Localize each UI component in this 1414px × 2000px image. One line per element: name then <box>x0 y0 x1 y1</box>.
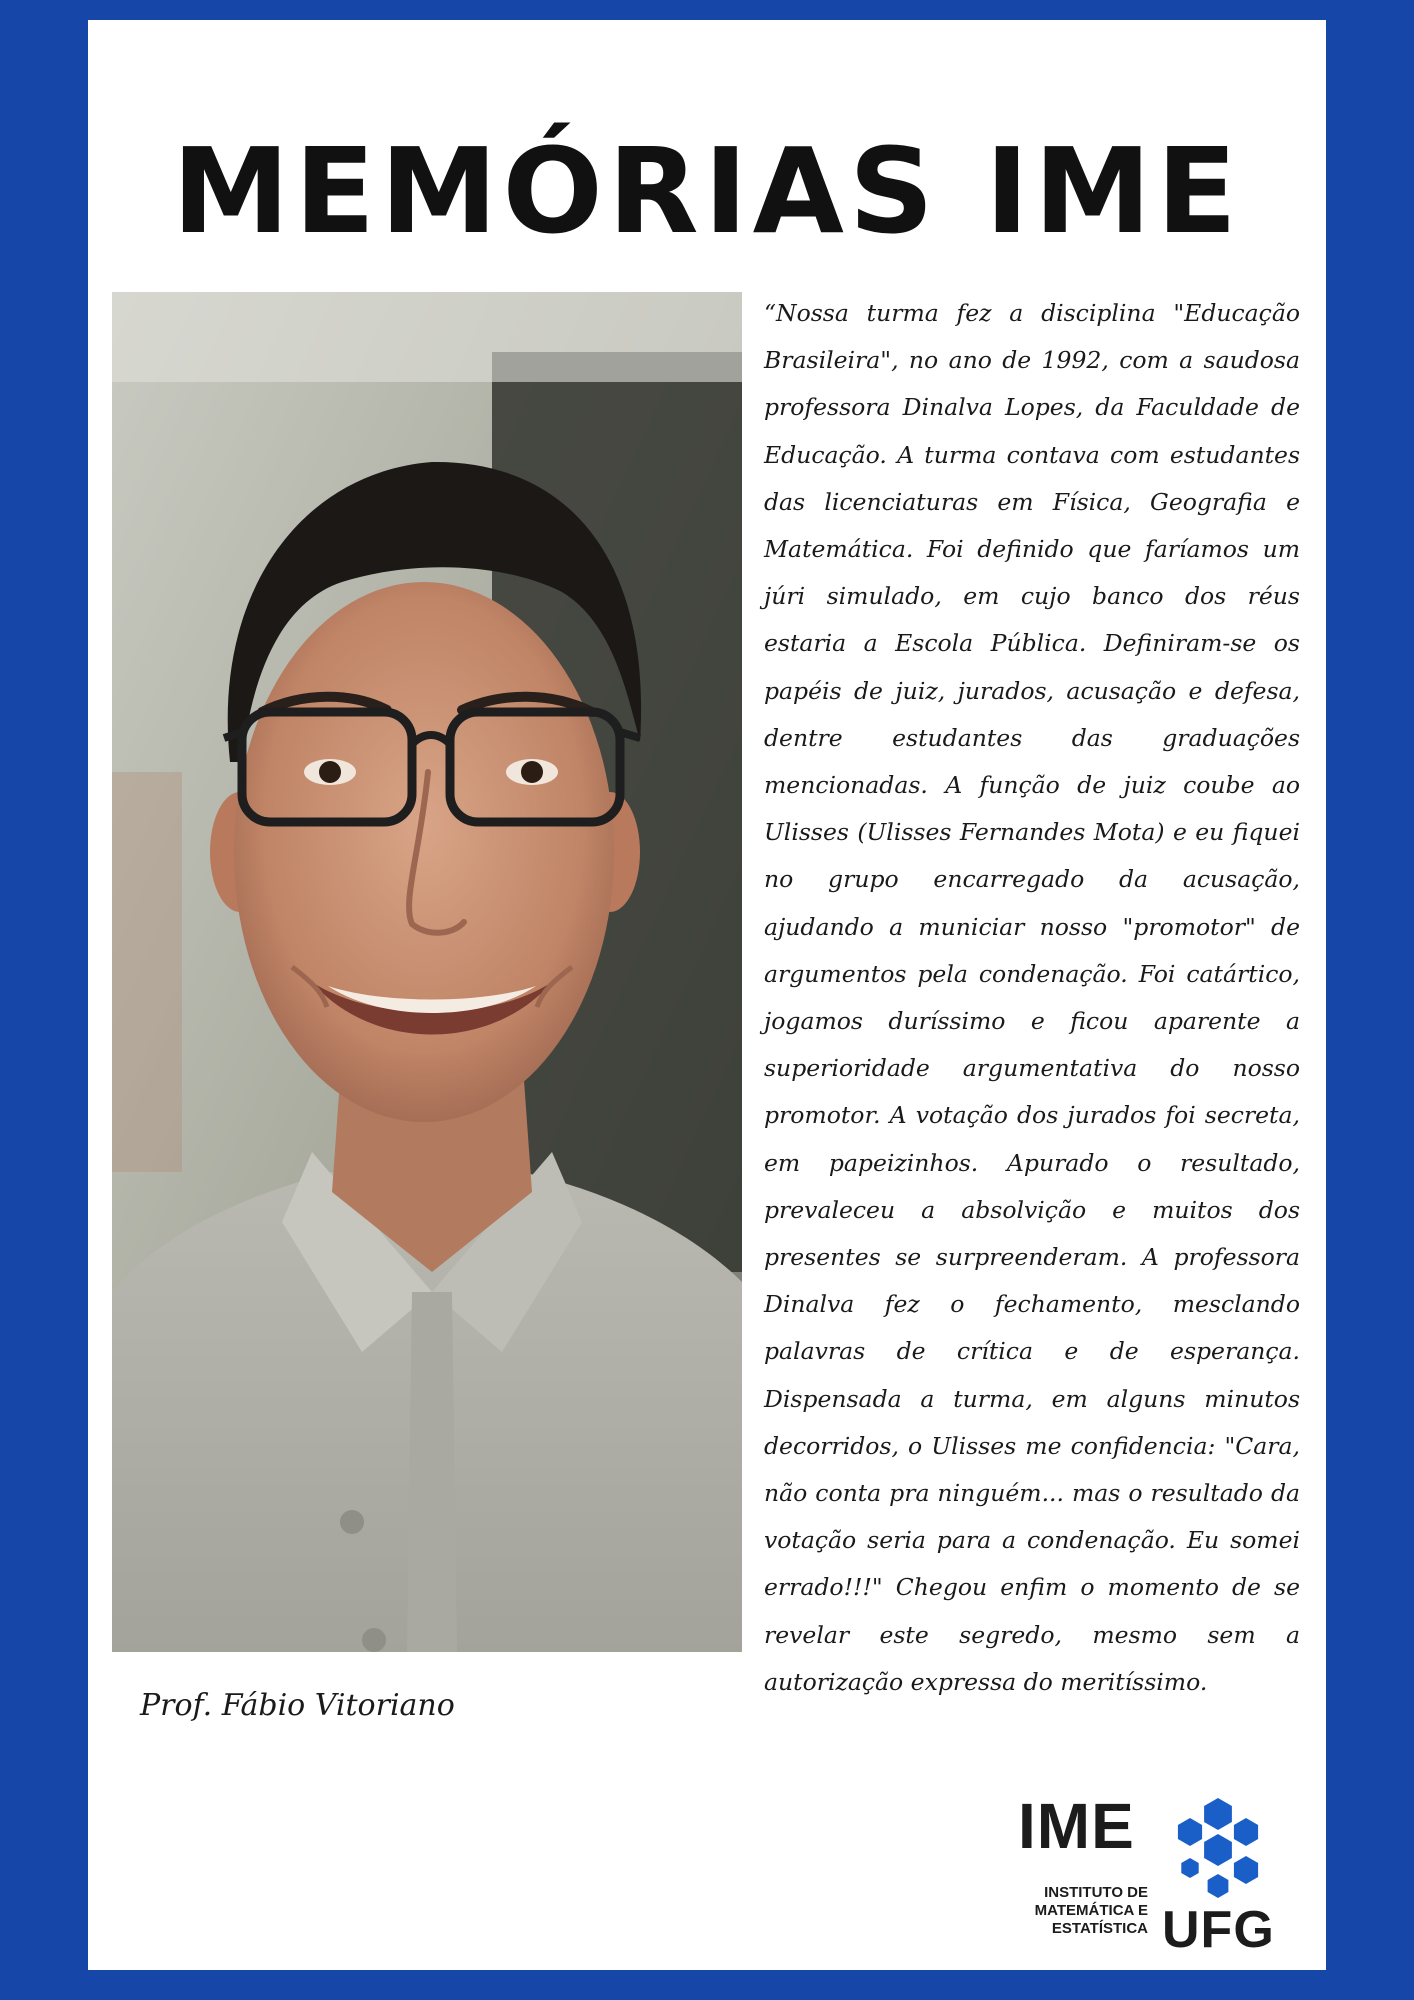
hexagon-cell-icon <box>1204 1798 1232 1830</box>
poster-page <box>88 20 1326 1970</box>
logo-subtitle-line: ESTATÍSTICA <box>1051 1920 1148 1937</box>
logo-subtitle-line: MATEMÁTICA E <box>1034 1902 1148 1919</box>
hexagon-cell-icon <box>1208 1874 1229 1898</box>
hexagon-cell-icon <box>1204 1834 1232 1866</box>
photo-caption: Prof. Fábio Vitoriano <box>140 1688 455 1723</box>
logo-acronym: IME <box>1018 1790 1135 1862</box>
hexagon-cell-icon <box>1234 1818 1258 1846</box>
hexagon-cell-icon <box>1234 1856 1258 1884</box>
hexagon-logo-icon <box>1158 1798 1276 1902</box>
logo-university: UFG <box>1162 1901 1275 1959</box>
hexagon-cell-icon <box>1181 1858 1198 1878</box>
hexagon-cell-icon <box>1178 1818 1202 1846</box>
logo-subtitle-line: INSTITUTO DE <box>1044 1884 1148 1901</box>
ime-ufg-logo <box>1018 1790 1308 1964</box>
portrait-photo <box>112 292 742 1652</box>
memory-text: “Nossa turma fez a disciplina "Educação Brasileira", no ano de 1992, com a saudosa professora Dinalva Lopes, da Faculdade de Educação. A turma contava com estudantes das licenciaturas em Física, Geografia e Matemática. Foi definido que faríamos um júri simulado, em cujo banco dos réus estaria a Escola Pública. Definiram-se os papéis de juiz, jurados, acusação e defesa, dentre estudantes das graduações mencionadas. A função de juiz coube ao Ulisses (Ulisses Fernandes Mota) e eu fiquei no grupo encarregado da acusação, ajudando a municiar nosso "promotor" de argumentos pela condenação. Foi catártico, jogamos duríssimo e ficou aparente a superioridade argumentativa do nosso promotor. A votação dos jurados foi secreta, em papeizinhos. Apurado o resultado, prevaleceu a absolvição e muitos dos presentes se surpreenderam. A professora Dinalva fez o fechamento, mesclando palavras de crítica e de esperança. Dispensada a turma, em alguns minutos decorridos, o Ulisses me confidencia: "Cara, não conta pra ninguém... mas o resultado da votação seria para a condenação. Eu somei errado!!!" Chegou enfim o momento de se revelar este segredo, mesmo sem a autorização expressa do meritíssimo. <box>764 299 1300 1696</box>
logo-subtitle <box>1018 1884 1148 1938</box>
page-title: MEMÓRIAS IME <box>172 122 1242 260</box>
portrait-illustration <box>112 292 742 1652</box>
